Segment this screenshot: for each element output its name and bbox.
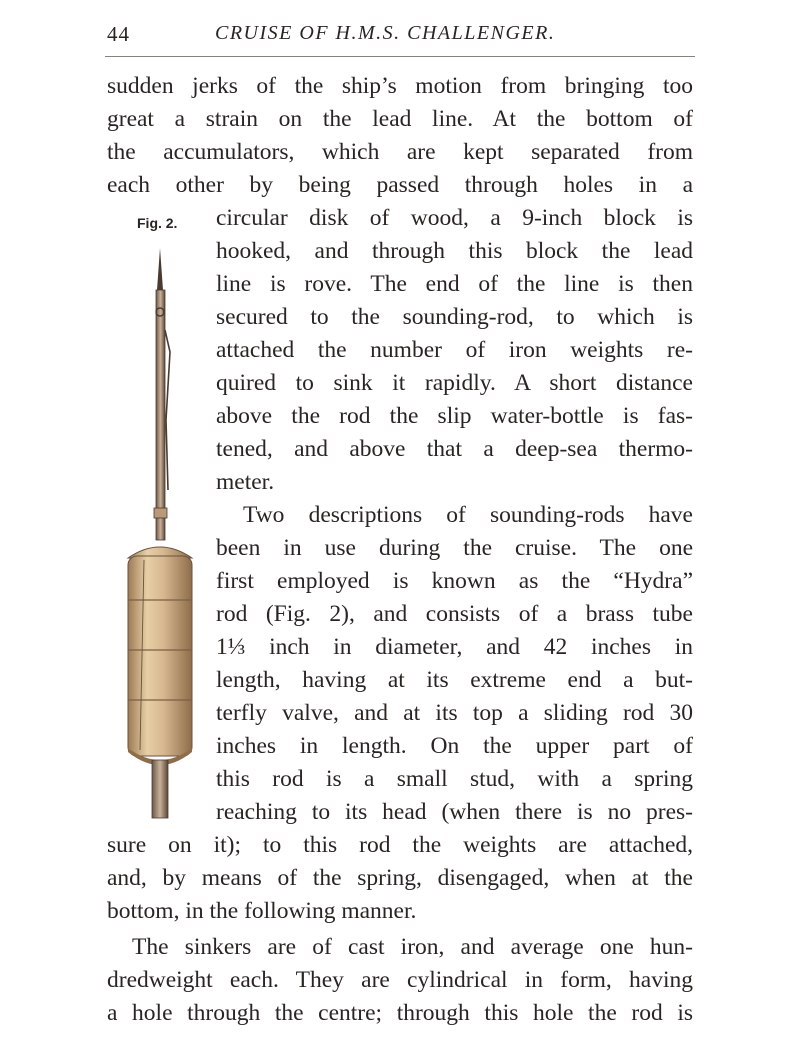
text-line: line is rove. The end of the line is then [216,271,693,297]
running-title: CRUISE OF H.M.S. CHALLENGER. [215,22,556,44]
text-line: Two descriptions of sounding-rods have [243,502,693,528]
text-line: secured to the sounding-rod, to which is [216,304,693,330]
page-header [105,22,695,48]
text-line: inches in length. On the upper part of [216,733,693,759]
text-line: this rod is a small stud, with a spring [216,766,693,792]
text-line: The sinkers are of cast iron, and average one hun- [132,934,693,960]
text-line: each other by being passed through holes in a [107,172,693,198]
text-line: been in use during the cruise. The one [216,535,693,561]
rod-tip [157,248,163,290]
figure-label: Fig. 2. [137,215,178,231]
text-line: hooked, and through this block the lead [216,238,693,264]
text-line: circular disk of wood, a 9-inch block is [216,205,693,231]
text-line: 1⅓ inch in diameter, and 42 inches in [216,634,693,660]
spring [165,330,170,490]
text-line: and, by means of the spring, disengaged, when at the [107,865,693,891]
text-line: great a strain on the lead line. At the bottom of [107,106,693,132]
text-line: dredweight each. They are cylindrical in form, having [107,967,693,993]
text-line: quired to sink it rapidly. A short distance [216,370,693,396]
text-line: meter. [216,469,275,495]
text-line: reaching to its head (when there is no pres- [216,799,693,825]
text-line: a hole through the centre; through this hole the rod is [107,1000,693,1026]
page-number: 44 [107,22,130,46]
brass-tube [128,556,192,756]
text-line: first employed is known as the “Hydra” [216,568,693,594]
sliding-rod [156,290,165,540]
text-line: length, having at its extreme end a but- [216,667,693,693]
text-line: above the rod the slip water-bottle is fas- [216,403,693,429]
hydra-sounding-rod-illustration [110,240,210,830]
text-line: tened, and above that a deep-sea thermo- [216,436,693,462]
text-line: the accumulators, which are kept separated from [107,139,693,165]
valve-end [152,760,168,818]
text-line: attached the number of iron weights re- [216,337,693,363]
text-line: terfly valve, and at its top a sliding rod 30 [216,700,693,726]
collar [154,508,167,518]
text-line: sudden jerks of the ship’s motion from bringing too [107,73,693,99]
text-line: sure on it); to this rod the weights are attached, [107,832,693,858]
text-line: rod (Fig. 2), and consists of a brass tube [216,601,693,627]
header-rule [105,56,695,57]
text-line: bottom, in the following manner. [107,898,417,924]
